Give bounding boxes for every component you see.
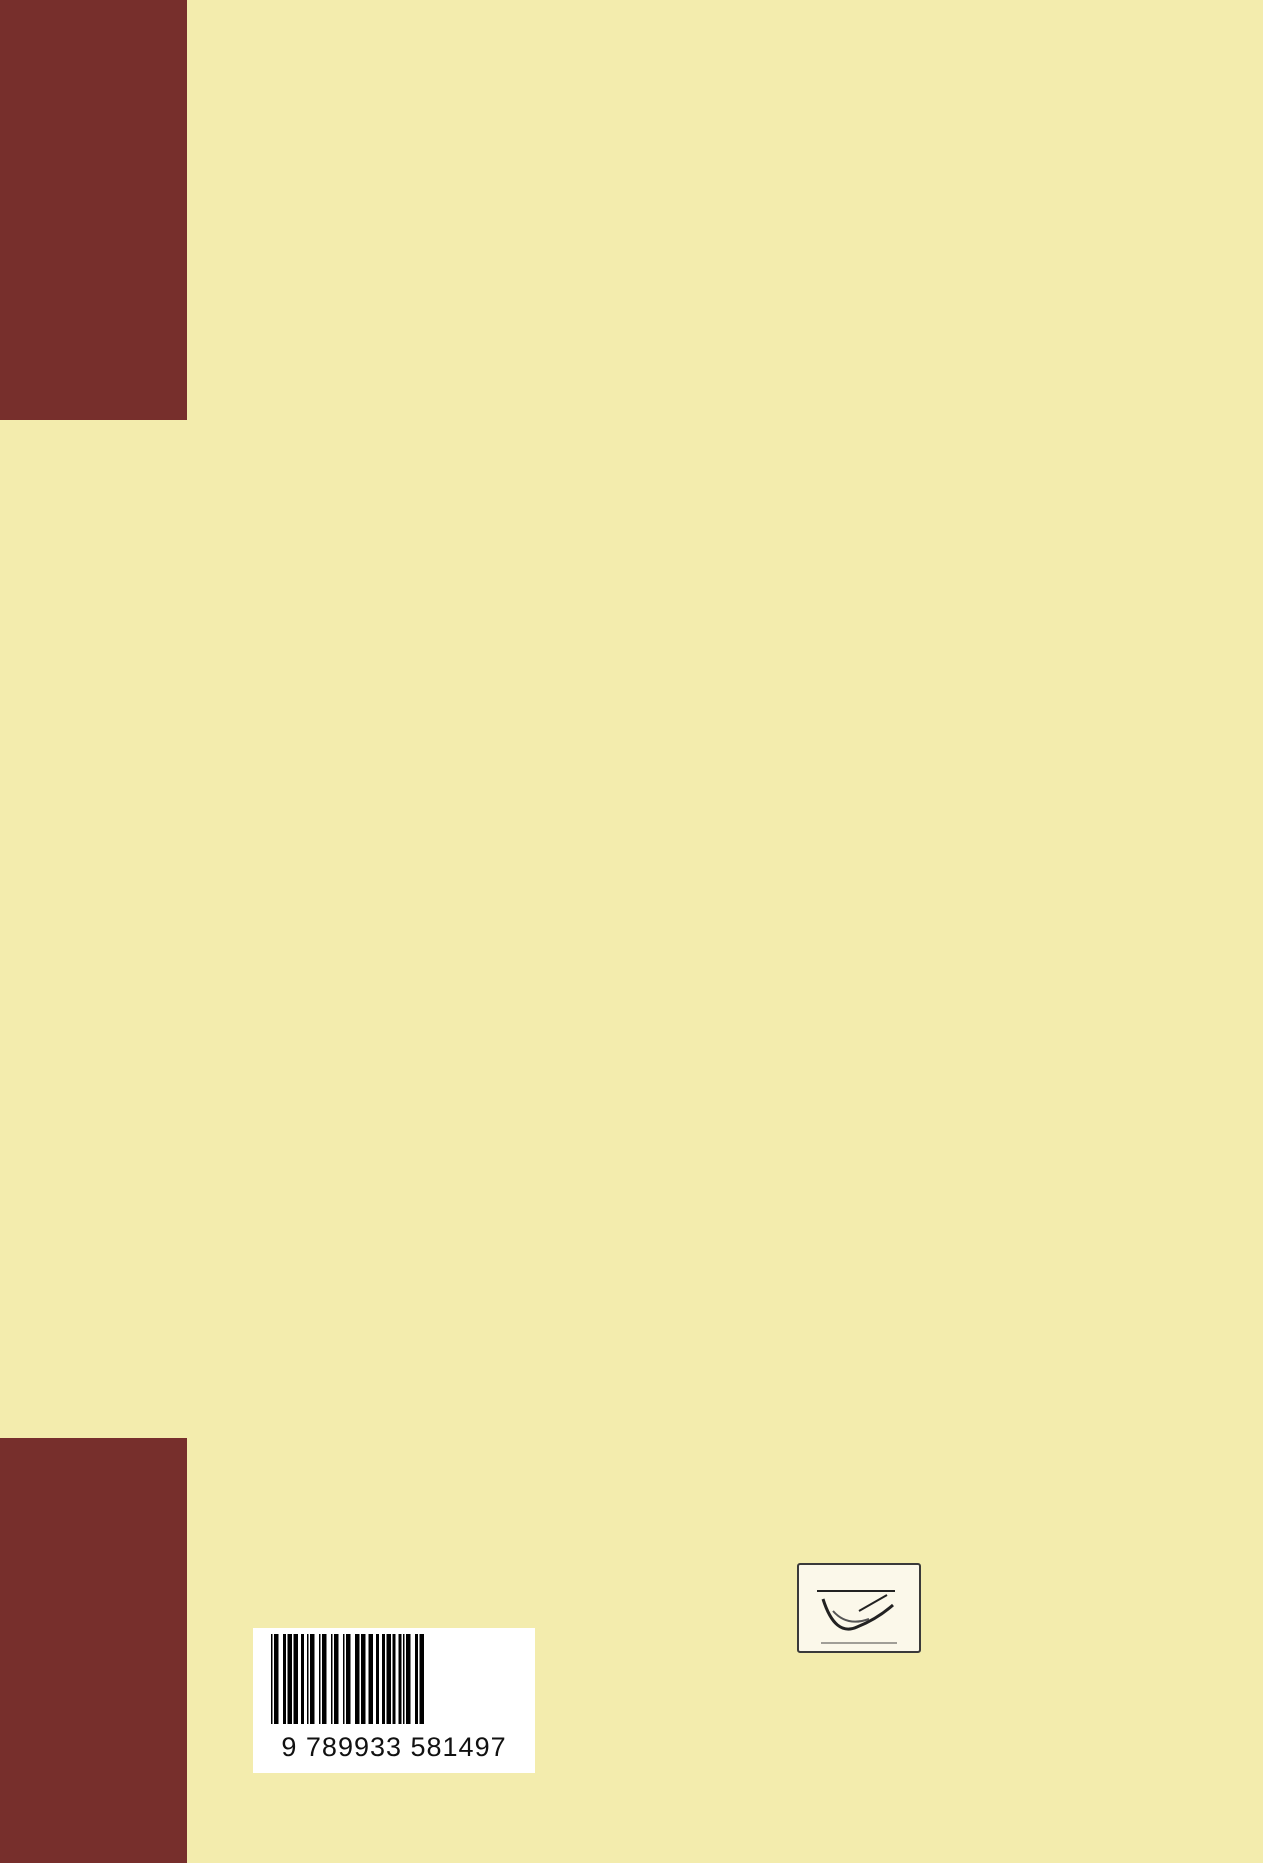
barcode-bar — [376, 1634, 379, 1724]
barcode-bar — [415, 1634, 418, 1724]
barcode-bar — [346, 1634, 351, 1724]
barcode-bar — [393, 1634, 396, 1724]
barcode-bar — [288, 1634, 293, 1724]
isbn-number: 9 789933 581497 — [281, 1732, 507, 1762]
isbn-barcode — [253, 1628, 535, 1773]
barcode-bar — [307, 1634, 309, 1724]
barcode-bar — [274, 1634, 279, 1724]
barcode-bar — [361, 1634, 366, 1724]
barcode-bar — [301, 1634, 304, 1724]
barcode-bar — [310, 1634, 315, 1724]
barcode-bar — [283, 1634, 286, 1724]
bottom-red-band — [0, 1438, 187, 1863]
barcode-bar — [294, 1634, 299, 1724]
cover-blurb — [320, 272, 925, 1372]
barcode-bar — [334, 1634, 339, 1724]
barcode-bar — [369, 1634, 374, 1724]
publisher-logo-icon — [797, 1563, 921, 1653]
barcode-bar — [387, 1634, 392, 1724]
barcode-bar — [319, 1634, 321, 1724]
top-red-band — [0, 0, 187, 420]
barcode-bar — [399, 1634, 402, 1724]
barcode-bar — [271, 1634, 273, 1724]
barcode-bar — [343, 1634, 345, 1724]
barcode-bars — [253, 1628, 535, 1728]
barcode-bar — [403, 1634, 405, 1724]
barcode-bar — [322, 1634, 327, 1724]
barcode-bar — [331, 1634, 333, 1724]
barcode-bar — [355, 1634, 360, 1724]
barcode-bar — [382, 1634, 385, 1724]
barcode-bar — [406, 1634, 411, 1724]
barcode-bar — [420, 1634, 425, 1724]
